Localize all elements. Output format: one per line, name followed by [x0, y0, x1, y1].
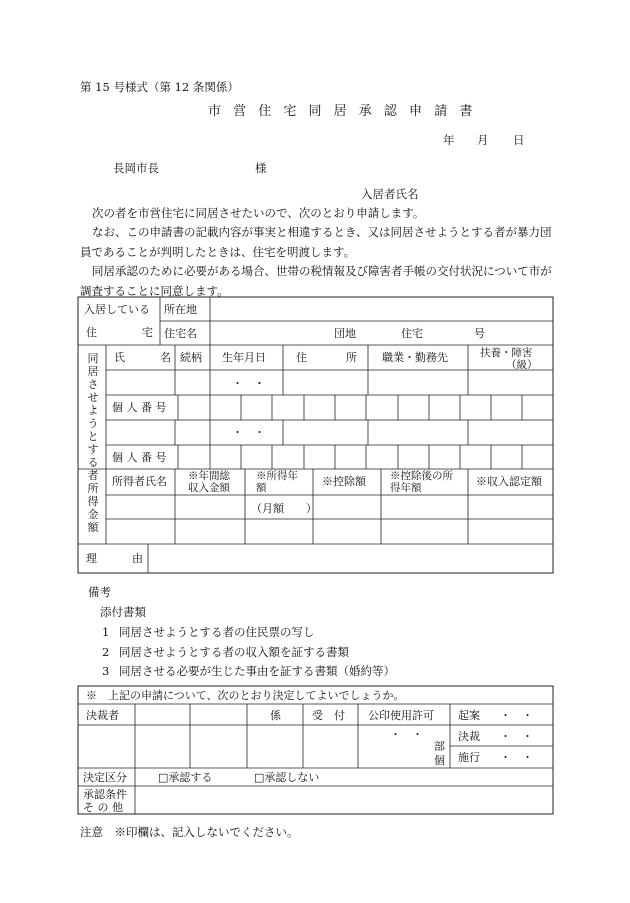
attachment-num-2: 2	[102, 645, 110, 659]
house-name-label: 住宅名	[164, 327, 197, 340]
attachment-text-2: 同居させようとする者の収入額を証する書類	[119, 645, 349, 659]
decision-type-label: 決定区分	[83, 771, 127, 784]
honorific: 様	[255, 161, 267, 175]
seal-copies-ko: 個	[434, 754, 445, 767]
attachment-num-1: 1	[102, 625, 110, 639]
date-day[interactable]: 日	[513, 133, 525, 147]
date-month[interactable]: 月	[477, 133, 489, 147]
seal-date-dots[interactable]: ・ ・	[390, 728, 423, 741]
paragraph-request: 次の者を市営住宅に同居させたいので、次のとおり申請します。	[92, 206, 425, 220]
caution-note: 注意 ※印欄は、記入しないでください。	[80, 825, 299, 839]
col-name-mei: 名	[160, 351, 171, 364]
cohabitant-vertical-label: 同居させようとする者	[87, 352, 99, 482]
col-address-ju: 住	[296, 351, 307, 364]
reception-label: 受 付	[312, 709, 345, 722]
monthly-amount[interactable]: （月額 ）	[251, 502, 317, 515]
go-label: 号	[474, 327, 485, 340]
addressee: 長岡市長	[113, 161, 159, 175]
col-birthdate: 生年月日	[222, 351, 266, 364]
inc-col-earner-name: 所得者氏名	[112, 475, 167, 488]
staff-label: 係	[270, 709, 281, 722]
paragraph-consent: 同居承認のために必要がある場合、世帯の税情報及び障害者手帳の交付状況について市が調査することに同意します。	[80, 264, 552, 298]
document-title: 市 営 住 宅 同 居 承 認 申 請 書	[208, 104, 477, 119]
attachments-label: 添付書類	[100, 605, 146, 619]
reject-checkbox[interactable]: □承認しない	[254, 771, 320, 784]
reason-yu: 由	[132, 552, 143, 565]
inc-col-deduction: ※控除額	[322, 475, 366, 488]
col-support-line1: 扶養・障害	[480, 347, 533, 359]
inc-col-after-line1: ※控除後の所	[390, 470, 453, 482]
attachment-text-3: 同居させる必要が生じた事由を証する書類（婚約等）	[119, 664, 395, 678]
draft-label: 起案	[458, 709, 480, 722]
date-year[interactable]: 年	[443, 133, 455, 147]
public-seal-label: 公印使用許可	[368, 709, 434, 722]
inc-col-income-line1: ※所得年	[256, 470, 298, 482]
birthdate-dots-2[interactable]: ・ ・	[232, 426, 265, 439]
approver-label: 決裁者	[86, 709, 119, 722]
col-address-sho: 所	[346, 351, 357, 364]
attachment-num-3: 3	[102, 664, 110, 678]
col-occupation: 職業・勤務先	[382, 351, 448, 364]
enforcement-label: 施行	[458, 751, 480, 764]
individual-number-label-2: 個 人 番 号	[112, 451, 167, 464]
remarks-label: 備考	[88, 585, 111, 599]
residence-label-ju: 住	[86, 326, 97, 339]
residence-label-line1: 入居している	[84, 303, 150, 316]
applicant-name-label[interactable]: 入居者氏名	[361, 187, 419, 201]
decision-header: ※ 上記の申請について、次のとおり決定してよいでしょうか。	[86, 689, 405, 702]
attachment-text-1: 同居させようとする者の住民票の写し	[119, 625, 315, 639]
address-label: 所在地	[164, 303, 197, 316]
enforcement-date-dots[interactable]: ・ ・	[500, 751, 533, 764]
inc-col-annual-line2: 収入金額	[188, 482, 230, 494]
inc-col-certified: ※収入認定額	[476, 475, 542, 488]
approval-label: 決裁	[458, 730, 480, 743]
conditions-label-line1: 承認条件	[83, 788, 127, 801]
danchi-label: 団地	[334, 327, 356, 340]
col-name-shi: 氏	[114, 351, 125, 364]
seal-copies-bu: 部	[434, 740, 445, 753]
conditions-label-line2: そ の 他	[83, 801, 123, 814]
individual-number-label-1: 個 人 番 号	[112, 401, 167, 414]
approve-checkbox[interactable]: □承認する	[158, 771, 213, 784]
col-support-line2: （級）	[506, 359, 538, 371]
col-relation: 続柄	[180, 351, 202, 364]
draft-date-dots[interactable]: ・ ・	[500, 709, 533, 722]
income-vertical-label: 所得金額	[87, 482, 99, 534]
residence-label-taku: 宅	[142, 326, 153, 339]
approval-date-dots[interactable]: ・ ・	[500, 730, 533, 743]
form-number: 第 15 号様式（第 12 条関係）	[80, 80, 239, 94]
inc-col-income-line2: 額	[256, 482, 267, 494]
inc-col-after-line2: 得年額	[390, 482, 422, 494]
jutaku-label: 住宅	[401, 327, 423, 340]
birthdate-dots-1[interactable]: ・ ・	[232, 377, 265, 390]
paragraph-disclaimer: なお、この申請書の記載内容が事実と相違するとき、又は同居させようとする者が暴力団員であることが判明したときは、住宅を明渡します。	[80, 225, 552, 259]
reason-ri: 理	[86, 552, 97, 565]
inc-col-annual-line1: ※年間総	[188, 470, 230, 482]
